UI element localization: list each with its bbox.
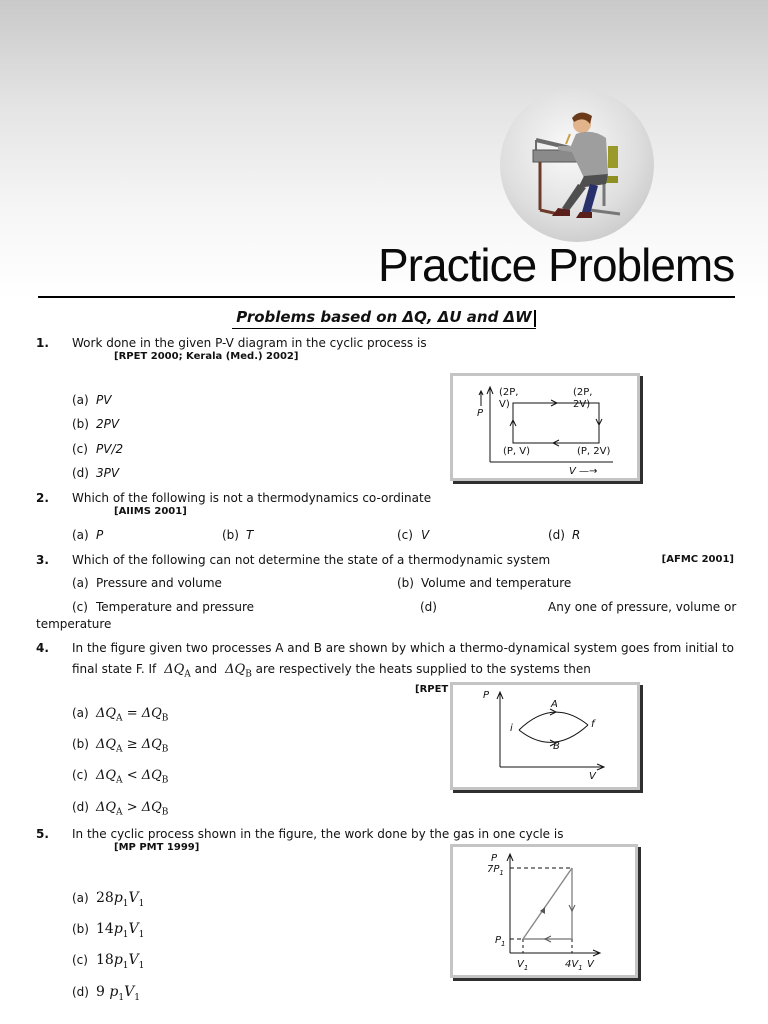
q3-option-d[interactable]: Any one of pressure, volume or xyxy=(548,600,737,614)
q3-source: [AFMC 2001] xyxy=(661,554,734,565)
q1-fig-label-top-left-2: V) xyxy=(499,399,510,410)
q3-option-a[interactable]: (a) Pressure and volume xyxy=(72,576,222,590)
q4-fig-axis-p: P xyxy=(483,690,490,701)
header-illustration xyxy=(500,88,654,242)
q2-option-a[interactable]: (a) P xyxy=(72,528,104,542)
q4-fig-axis-v: V xyxy=(589,771,596,782)
q5-option-b[interactable]: (b) $14p_1V_1$ xyxy=(72,921,145,940)
q5-cycle-diagram xyxy=(450,844,638,978)
q4-option-a[interactable]: (a) $\Delta Q_A = \Delta Q_B$ xyxy=(72,706,169,724)
q4-fig-label-f: f xyxy=(591,719,595,730)
q4-number: 4. xyxy=(36,641,49,655)
q5-fig-label-4v1: $4V_1$ xyxy=(565,959,583,972)
q4-text-line2: final state F. If $\Delta Q_A$ and $\Delta Q_B$ are respectively the heats supplied to the systems then xyxy=(72,662,591,680)
q5-text: In the cyclic process shown in the figure, the work done by the gas in one cycle is xyxy=(72,827,564,841)
q5-fig-axis-p: P xyxy=(491,853,498,864)
q1-fig-axis-v: V —→ xyxy=(569,466,598,477)
q5-fig-label-p1: $P_1$ xyxy=(495,935,506,948)
q2-option-d[interactable]: (d) R xyxy=(548,528,581,542)
q1-option-a[interactable]: (a) PV xyxy=(72,393,112,407)
q5-source: [MP PMT 1999] xyxy=(114,842,200,853)
q3-number: 3. xyxy=(36,553,49,567)
q3-continuation: temperature xyxy=(36,617,112,631)
q4-text-line1: In the figure given two processes A and B are shown by which a thermo-dynamical system goes from initial to xyxy=(72,641,734,655)
q4-process-diagram xyxy=(450,682,640,790)
q3-text: Which of the following can not determine the state of a thermodynamic system xyxy=(72,553,551,567)
q1-number: 1. xyxy=(36,336,49,350)
q5-fig-axis-v: V xyxy=(587,959,594,970)
q1-fig-label-bottom-left: (P, V) xyxy=(503,446,531,457)
q1-source: [RPET 2000; Kerala (Med.) 2002] xyxy=(114,351,299,362)
q1-option-b[interactable]: (b) 2PV xyxy=(72,417,120,431)
student-at-desk-icon xyxy=(500,88,654,242)
q4-fig-label-a: A xyxy=(551,699,558,710)
q4-option-d[interactable]: (d) $\Delta Q_A > \Delta Q_B$ xyxy=(72,800,169,818)
q4-option-c[interactable]: (c) $\Delta Q_A < \Delta Q_B$ xyxy=(72,768,169,786)
q1-fig-label-top-right: (2P, xyxy=(573,387,593,398)
q2-number: 2. xyxy=(36,491,49,505)
q1-text: Work done in the given P-V diagram in the cyclic process is xyxy=(72,336,427,350)
q3-option-d-label[interactable]: (d) xyxy=(420,600,437,614)
q1-fig-axis-p: P xyxy=(477,408,484,419)
q1-option-d[interactable]: (d) 3PV xyxy=(72,466,120,480)
page-title: Practice Problems xyxy=(378,239,735,291)
q3-option-c[interactable]: (c) Temperature and pressure xyxy=(72,600,255,614)
q1-pv-diagram xyxy=(450,373,640,481)
q1-fig-label-top-left: (2P, xyxy=(499,387,519,398)
q4-source: [RPET xyxy=(415,684,449,695)
q4-fig-label-i: i xyxy=(510,723,513,734)
q2-source: [AIIMS 2001] xyxy=(114,506,187,517)
q5-option-c[interactable]: (c) $18p_1V_1$ xyxy=(72,952,145,971)
q2-option-c[interactable]: (c) V xyxy=(397,528,430,542)
q1-option-c[interactable]: (c) PV/2 xyxy=(72,442,124,456)
q5-number: 5. xyxy=(36,827,49,841)
q5-fig-label-v1: $V_1$ xyxy=(517,959,529,972)
q3-option-b[interactable]: (b) Volume and temperature xyxy=(397,576,572,590)
q2-text: Which of the following is not a thermodynamics co-ordinate xyxy=(72,491,432,505)
q4-option-b[interactable]: (b) $\Delta Q_A \ge \Delta Q_B$ xyxy=(72,737,169,755)
q1-fig-label-bottom-right: (P, 2V) xyxy=(577,446,611,457)
q5-fig-label-7p1: $7P_1$ xyxy=(487,864,504,877)
q2-option-b[interactable]: (b) T xyxy=(222,528,254,542)
q1-fig-label-top-right-2: 2V) xyxy=(573,399,591,410)
section-title: Problems based on ΔQ, ΔU and ΔW xyxy=(0,308,768,326)
q5-option-a[interactable]: (a) $28p_1V_1$ xyxy=(72,890,145,909)
q4-fig-label-b: B xyxy=(553,741,560,752)
q5-option-d[interactable]: (d) 9 $p_1V_1$ xyxy=(72,984,140,1003)
header-divider xyxy=(38,296,735,298)
